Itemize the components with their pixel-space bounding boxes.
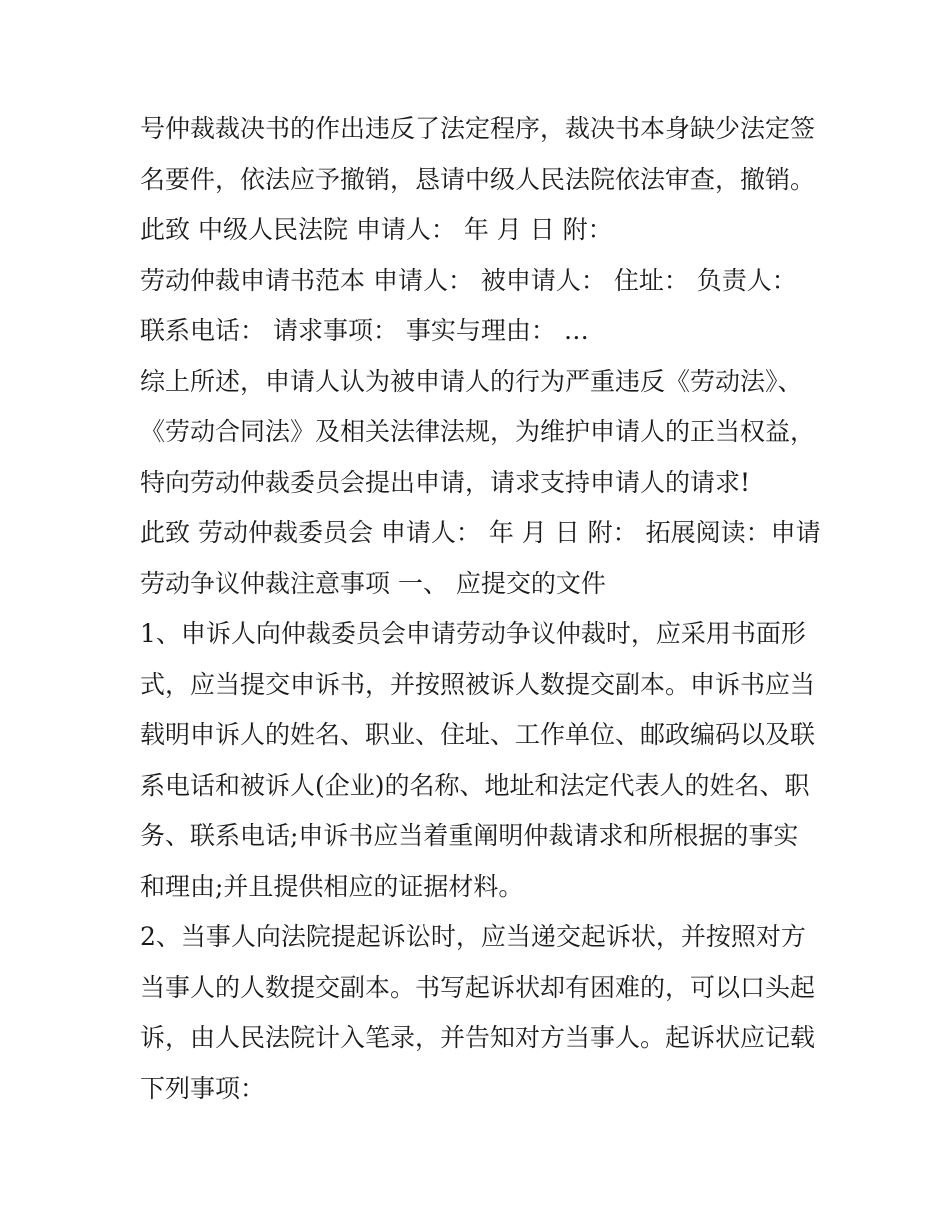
text-line: 和理由;并且提供相应的证据材料。: [140, 871, 524, 901]
text-line: 综上所述，申请人认为被申请人的行为严重违反《劳动法》、: [140, 366, 803, 396]
text-line: 当事人的人数提交副本。书写起诉状却有困难的，可以口头起: [140, 972, 816, 1002]
text-line: 名要件，依法应予撤销，恳请中级人民法院依法审查，撤销。: [140, 164, 816, 194]
text-line: 2、当事人向法院提起诉讼时，应当递交起诉状，并按照对方: [140, 922, 806, 951]
text-line: 此致 劳动仲裁委员会 申请人： 年 月 日 附： 拓展阅读：申请: [140, 518, 821, 547]
text-line: 《劳动合同法》及相关法律法规，为维护申请人的正当权益，: [140, 417, 816, 446]
text-line: 劳动争议仲裁注意事项 一、 应提交的文件: [140, 568, 606, 598]
text-line: 诉，由人民法院计入笔录，并告知对方当事人。起诉状应记载: [140, 1023, 816, 1052]
text-line: 特向劳动仲裁委员会提出申请，请求支持申请人的请求!: [140, 467, 751, 497]
text-line: 式，应当提交申诉书，并按照被诉人数提交副本。申诉书应当: [140, 669, 816, 699]
text-line: 载明申诉人的姓名、职业、住址、工作单位、邮政编码以及联: [140, 720, 816, 749]
text-line: 1、申诉人向仲裁委员会申请劳动争议仲裁时，应采用书面形: [140, 619, 806, 648]
text-line: 号仲裁裁决书的作出违反了法定程序，裁决书本身缺少法定签: [140, 114, 816, 143]
text-line: 下列事项：: [140, 1073, 266, 1103]
document-body: [140, 104, 820, 1114]
text-line: 联系电话： 请求事项： 事实与理由： …: [140, 316, 589, 345]
text-line: 此致 中级人民法院 申请人： 年 月 日 附：: [140, 215, 613, 244]
text-line: 务、联系电话;申诉书应当着重阐明仲裁请求和所根据的事实: [140, 821, 799, 850]
text-line: 劳动仲裁申请书范本 申请人： 被申请人： 住址： 负责人：: [140, 265, 797, 295]
text-line: 系电话和被诉人(企业)的名称、地址和法定代表人的姓名、职: [140, 770, 810, 800]
